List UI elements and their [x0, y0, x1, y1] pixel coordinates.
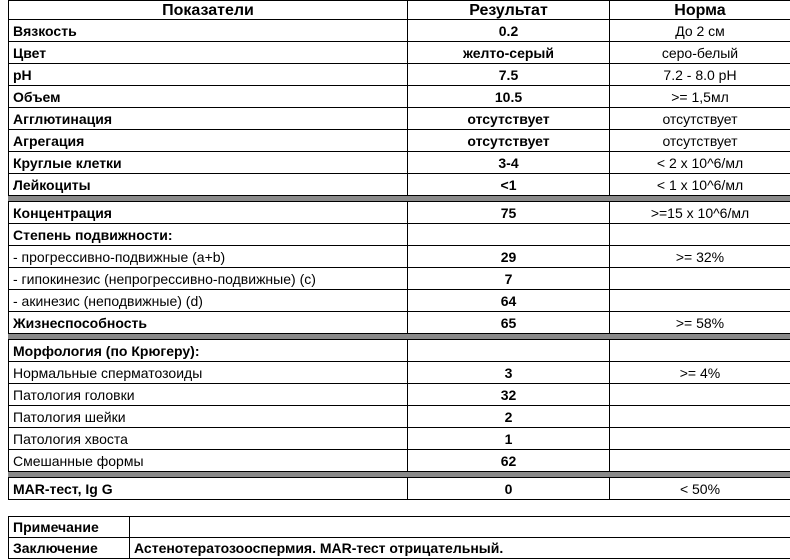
table-row	[9, 478, 790, 500]
row-name: Вязкость	[9, 20, 408, 42]
row-norm	[610, 290, 790, 312]
row-result: 0.2	[408, 20, 610, 42]
row-result: 65	[408, 312, 610, 334]
row-norm: До 2 см	[610, 20, 790, 42]
row-norm	[610, 428, 790, 450]
section-heading-row	[9, 224, 790, 246]
row-name: - гипокинезис (непрогрессивно-подвижные) (c)	[9, 268, 408, 290]
motility-heading: Степень подвижности:	[9, 224, 408, 246]
row-norm: серо-белый	[610, 42, 790, 64]
row-norm: < 2 x 10^6/мл	[610, 152, 790, 174]
table-row	[9, 384, 790, 406]
results-table	[8, 0, 790, 500]
table-row	[9, 312, 790, 334]
row-norm	[610, 406, 790, 428]
table-row	[9, 20, 790, 42]
row-result: 64	[408, 290, 610, 312]
row-name: Патология шейки	[9, 406, 408, 428]
row-norm	[610, 384, 790, 406]
row-result: 7	[408, 268, 610, 290]
row-name: Лейкоциты	[9, 174, 408, 196]
footer-table	[8, 516, 790, 559]
note-label: Примечание	[9, 517, 130, 538]
conclusion-value: Астенотератозооспермия. MAR-тест отрицательный.	[130, 538, 790, 559]
row-result: 32	[408, 384, 610, 406]
header-norm: Норма	[610, 1, 790, 20]
row-norm: отсутствует	[610, 108, 790, 130]
row-result: <1	[408, 174, 610, 196]
row-result: 3-4	[408, 152, 610, 174]
row-name: MAR-тест, Ig G	[9, 478, 408, 500]
table-row	[9, 152, 790, 174]
row-result: 75	[408, 202, 610, 224]
morphology-heading: Морфология (по Крюгеру):	[9, 340, 408, 362]
section-heading-row	[9, 340, 790, 362]
row-result: 1	[408, 428, 610, 450]
row-norm: < 1 x 10^6/мл	[610, 174, 790, 196]
table-row	[9, 428, 790, 450]
row-name: Объем	[9, 86, 408, 108]
header-result: Результат	[408, 1, 610, 20]
row-result: 10.5	[408, 86, 610, 108]
row-norm: отсутствует	[610, 130, 790, 152]
row-name: Агрегация	[9, 130, 408, 152]
row-name: - прогрессивно-подвижные (a+b)	[9, 246, 408, 268]
header-indicators: Показатели	[9, 1, 408, 20]
row-result: 29	[408, 246, 610, 268]
row-norm: >= 58%	[610, 312, 790, 334]
row-norm	[610, 450, 790, 472]
table-row	[9, 174, 790, 196]
table-row	[9, 108, 790, 130]
table-row	[9, 86, 790, 108]
row-name: Концентрация	[9, 202, 408, 224]
row-result: отсутствует	[408, 108, 610, 130]
table-row	[9, 64, 790, 86]
row-name: pH	[9, 64, 408, 86]
row-name: Смешанные формы	[9, 450, 408, 472]
table-row	[9, 130, 790, 152]
row-name: Круглые клетки	[9, 152, 408, 174]
table-row	[9, 246, 790, 268]
conclusion-label: Заключение	[9, 538, 130, 559]
table-row	[9, 362, 790, 384]
row-norm: >= 1,5мл	[610, 86, 790, 108]
row-result: 62	[408, 450, 610, 472]
row-result: 7.5	[408, 64, 610, 86]
table-row	[9, 290, 790, 312]
table-row	[9, 42, 790, 64]
row-name: Агглютинация	[9, 108, 408, 130]
row-norm: >= 32%	[610, 246, 790, 268]
row-norm: >=15 x 10^6/мл	[610, 202, 790, 224]
row-result: 3	[408, 362, 610, 384]
note-row	[9, 517, 790, 538]
row-result: 2	[408, 406, 610, 428]
note-value	[130, 517, 790, 538]
row-norm: >= 4%	[610, 362, 790, 384]
row-result: отсутствует	[408, 130, 610, 152]
table-row	[9, 202, 790, 224]
row-name: - акинезис (неподвижные) (d)	[9, 290, 408, 312]
table-row	[9, 406, 790, 428]
table-row	[9, 268, 790, 290]
conclusion-row	[9, 538, 790, 559]
row-name: Патология хвоста	[9, 428, 408, 450]
header-row	[9, 1, 790, 20]
row-name: Жизнеспособность	[9, 312, 408, 334]
table-row	[9, 450, 790, 472]
row-result: желто-серый	[408, 42, 610, 64]
row-name: Нормальные сперматозоиды	[9, 362, 408, 384]
row-result: 0	[408, 478, 610, 500]
row-name: Цвет	[9, 42, 408, 64]
row-norm	[610, 268, 790, 290]
row-norm: 7.2 - 8.0 pH	[610, 64, 790, 86]
row-name: Патология головки	[9, 384, 408, 406]
row-norm: < 50%	[610, 478, 790, 500]
